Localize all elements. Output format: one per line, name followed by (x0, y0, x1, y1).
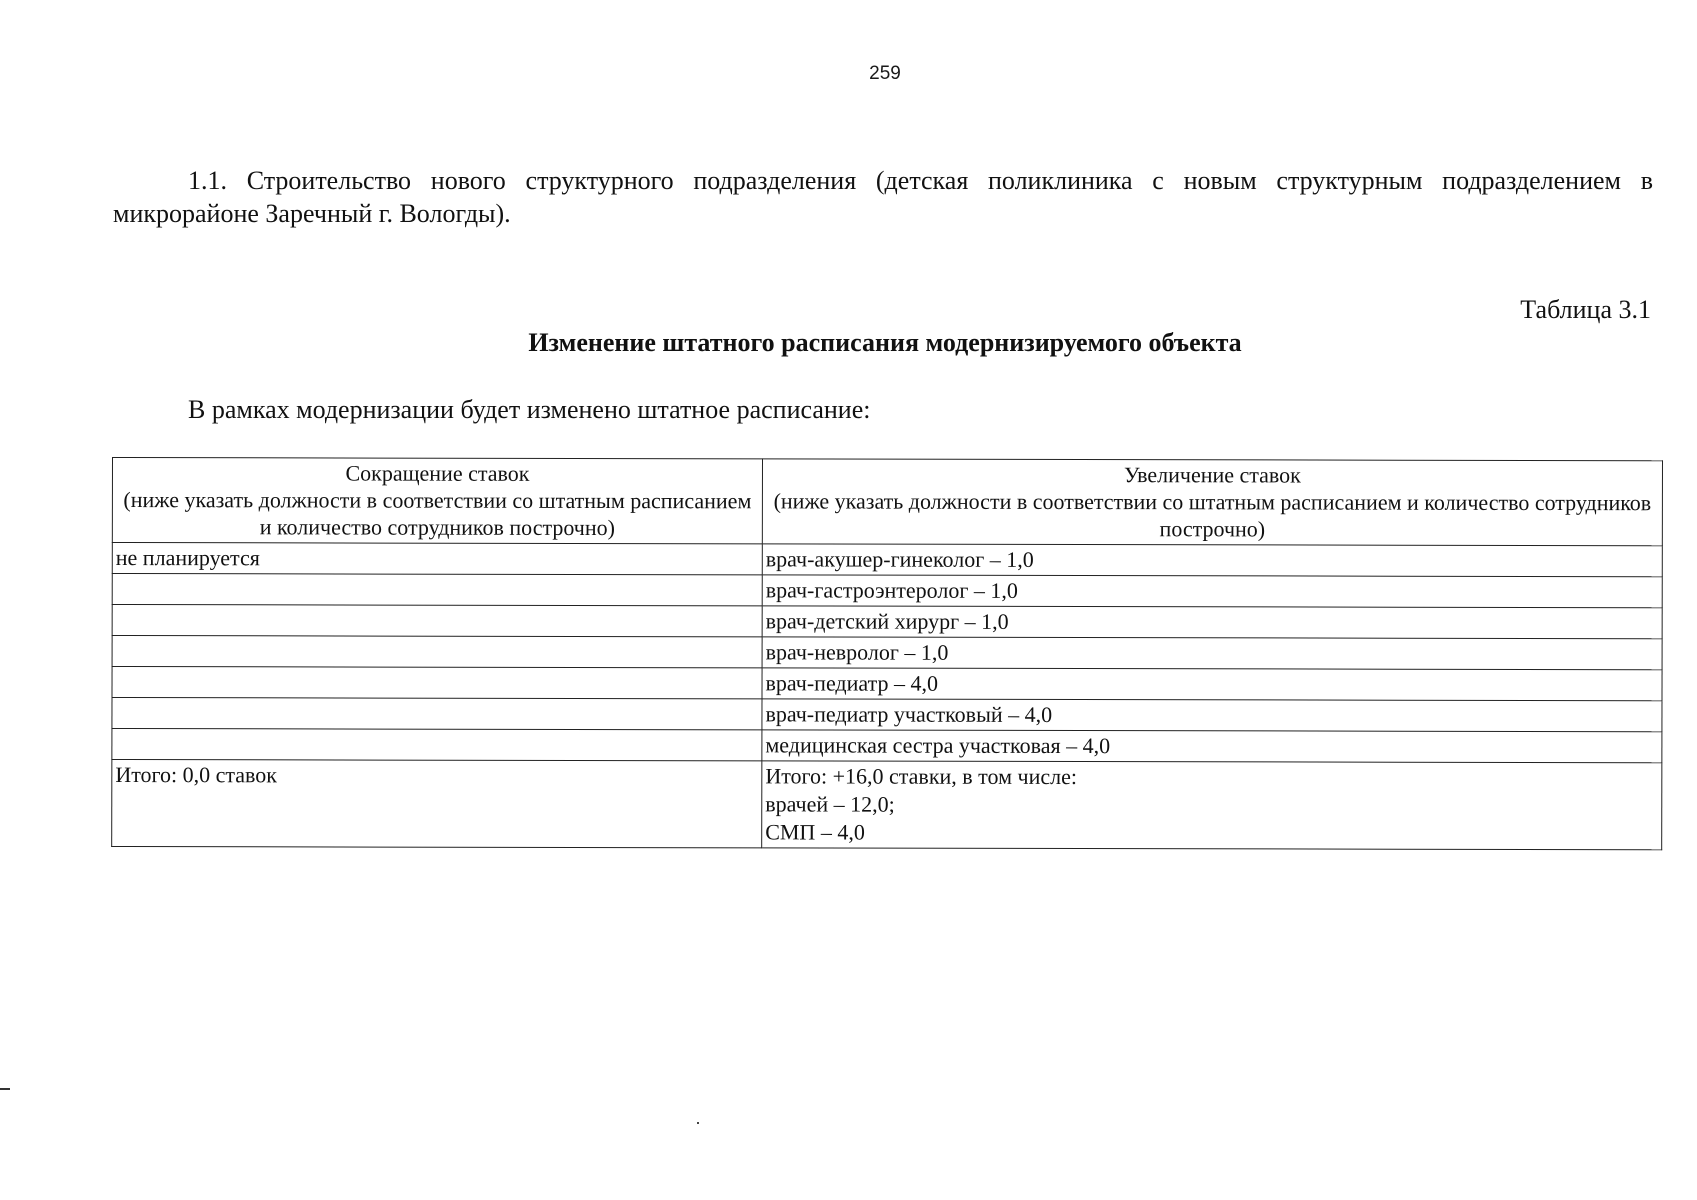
reduction-cell (112, 636, 762, 668)
total-reduction-cell: Итого: 0,0 ставок (112, 760, 762, 848)
reduction-cell (112, 667, 762, 699)
staff-schedule-table (111, 457, 1663, 850)
table-total-row (112, 760, 1662, 850)
reduction-cell: не планируется (112, 543, 762, 575)
increase-cell: врач-гастроэнтеролог – 1,0 (762, 575, 1662, 608)
table-row (112, 667, 1662, 701)
reduction-cell (112, 605, 762, 637)
intro-paragraph: 1.1. Строительство нового структурного подразделения (детская поликлиника с новым структурным подразделением в микрорайоне Заречный г. Вологды). (113, 166, 1653, 228)
table-title: Изменение штатного расписания модернизируемого объекта (528, 328, 1242, 357)
header-increase-title: Увеличение ставок (1124, 462, 1301, 488)
increase-cell: врач-акушер-гинеколог – 1,0 (762, 544, 1662, 577)
total-nurses-line: СМП – 4,0 (765, 819, 865, 845)
total-increase-line: Итого: +16,0 ставки, в том числе: (765, 763, 1078, 790)
header-reduction-note: (ниже указать должности в соответствии со штатным расписанием и количество сотрудников построчно) (123, 487, 752, 541)
table-row (112, 729, 1662, 763)
increase-cell: медицинская сестра участковая – 4,0 (762, 730, 1662, 763)
reduction-cell (112, 729, 762, 761)
table-row (112, 605, 1662, 639)
page-number: 259 (869, 63, 901, 84)
increase-cell: врач-невролог – 1,0 (762, 637, 1662, 670)
table-row (112, 636, 1662, 670)
scan-margin-mark (0, 1088, 10, 1090)
table-row (112, 574, 1662, 608)
increase-cell: врач-педиатр – 4,0 (762, 668, 1662, 701)
increase-cell: врач-детский хирург – 1,0 (762, 606, 1662, 639)
table-row (112, 543, 1662, 577)
header-increase-note: (ниже указать должности в соответствии со штатным расписанием и количество сотрудников построчно) (773, 488, 1652, 542)
header-reduction-title: Сокращение ставок (345, 460, 530, 486)
table-row (112, 698, 1662, 732)
total-increase-cell (762, 761, 1662, 850)
header-reduction (112, 458, 762, 544)
lead-paragraph: В рамках модернизации будет изменено штатное расписание: (188, 395, 871, 424)
table-label: Таблица 3.1 (1520, 295, 1651, 324)
header-increase (762, 459, 1662, 546)
increase-cell: врач-педиатр участковый – 4,0 (762, 699, 1662, 732)
reduction-cell (112, 574, 762, 606)
table-header-row (112, 458, 1662, 546)
scan-speck (697, 1122, 699, 1124)
reduction-cell (112, 698, 762, 730)
total-doctors-line: врачей – 12,0; (765, 791, 895, 817)
